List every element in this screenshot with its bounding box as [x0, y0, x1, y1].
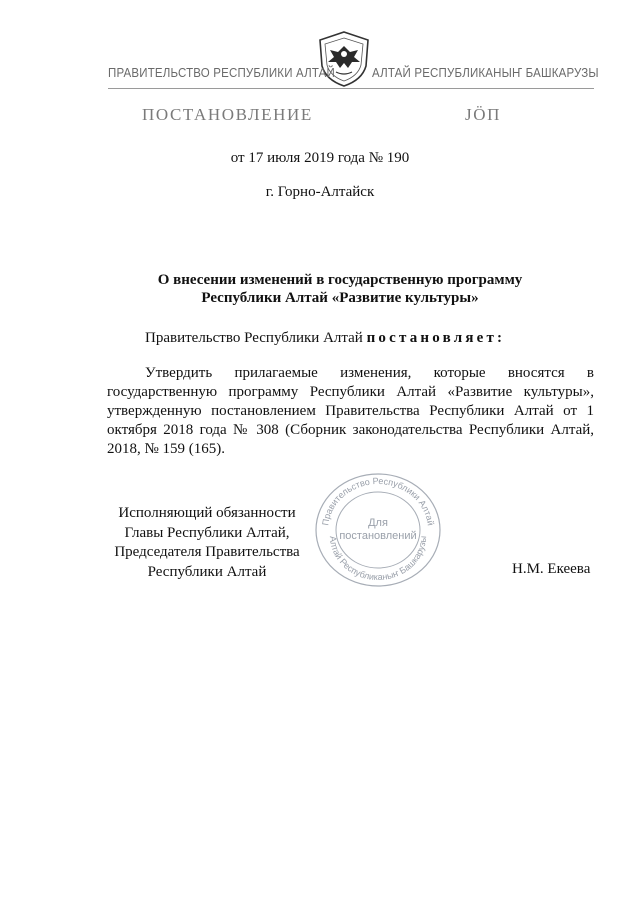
title-line-2: Республики Алтай «Развитие культуры» [201, 290, 479, 306]
intro-line [145, 330, 505, 347]
intro-decree: постановляет: [366, 330, 506, 346]
letterhead-divider [108, 88, 594, 89]
signatory-line-2: Главы Республики Алтай, [124, 524, 290, 541]
doc-type-label: ПОСТАНОВЛЕНИЕ [142, 105, 313, 124]
signatory-line-3: Председателя Правительства [114, 544, 300, 560]
date-number: от 17 июля 2019 года № 190 [230, 150, 410, 166]
stamp-ring-bottom: Алтай Республиканыҥ Башкарузы [327, 535, 429, 583]
city: г. Горно-Алтайск [265, 184, 375, 200]
signatory-title-block [107, 504, 307, 582]
body-paragraph: Утвердить прилагаемые изменения, которые вносятся в государственную программу Республики Алтай «Развитие культуры», утвержденную постановлением Правительства Республики Алтай от 1 октября 2018 года № 308 (Сборник законодательства Республики Алтай, 2018, № 159 (165). [107, 365, 594, 457]
letterhead-left-text: ПРАВИТЕЛЬСТВО РЕСПУБЛИКИ АЛТАЙ [108, 66, 335, 80]
title-line-1: О внесении изменений в государственную программу [157, 272, 523, 288]
document-title [120, 271, 560, 307]
stamp-center-line-2: постановлений [339, 530, 417, 542]
intro-prefix: Правительство Республики Алтай [145, 330, 363, 346]
signatory-line-4: Республики Алтай [147, 563, 267, 580]
signatory-name: Н.М. Екеева [512, 561, 591, 577]
stamp-ring-top: Правительство Республики Алтай [320, 475, 436, 527]
letterhead-right-text: АЛТАЙ РЕСПУБЛИКАНЫҤ БАШКАРУЗЫ [372, 66, 599, 80]
doc-type-label-altai: ЈӦП [465, 105, 501, 124]
stamp-center-line-1: Для [368, 517, 388, 529]
stamp-center [314, 517, 442, 543]
signatory-line-1: Исполняющий обязанности [118, 505, 296, 521]
